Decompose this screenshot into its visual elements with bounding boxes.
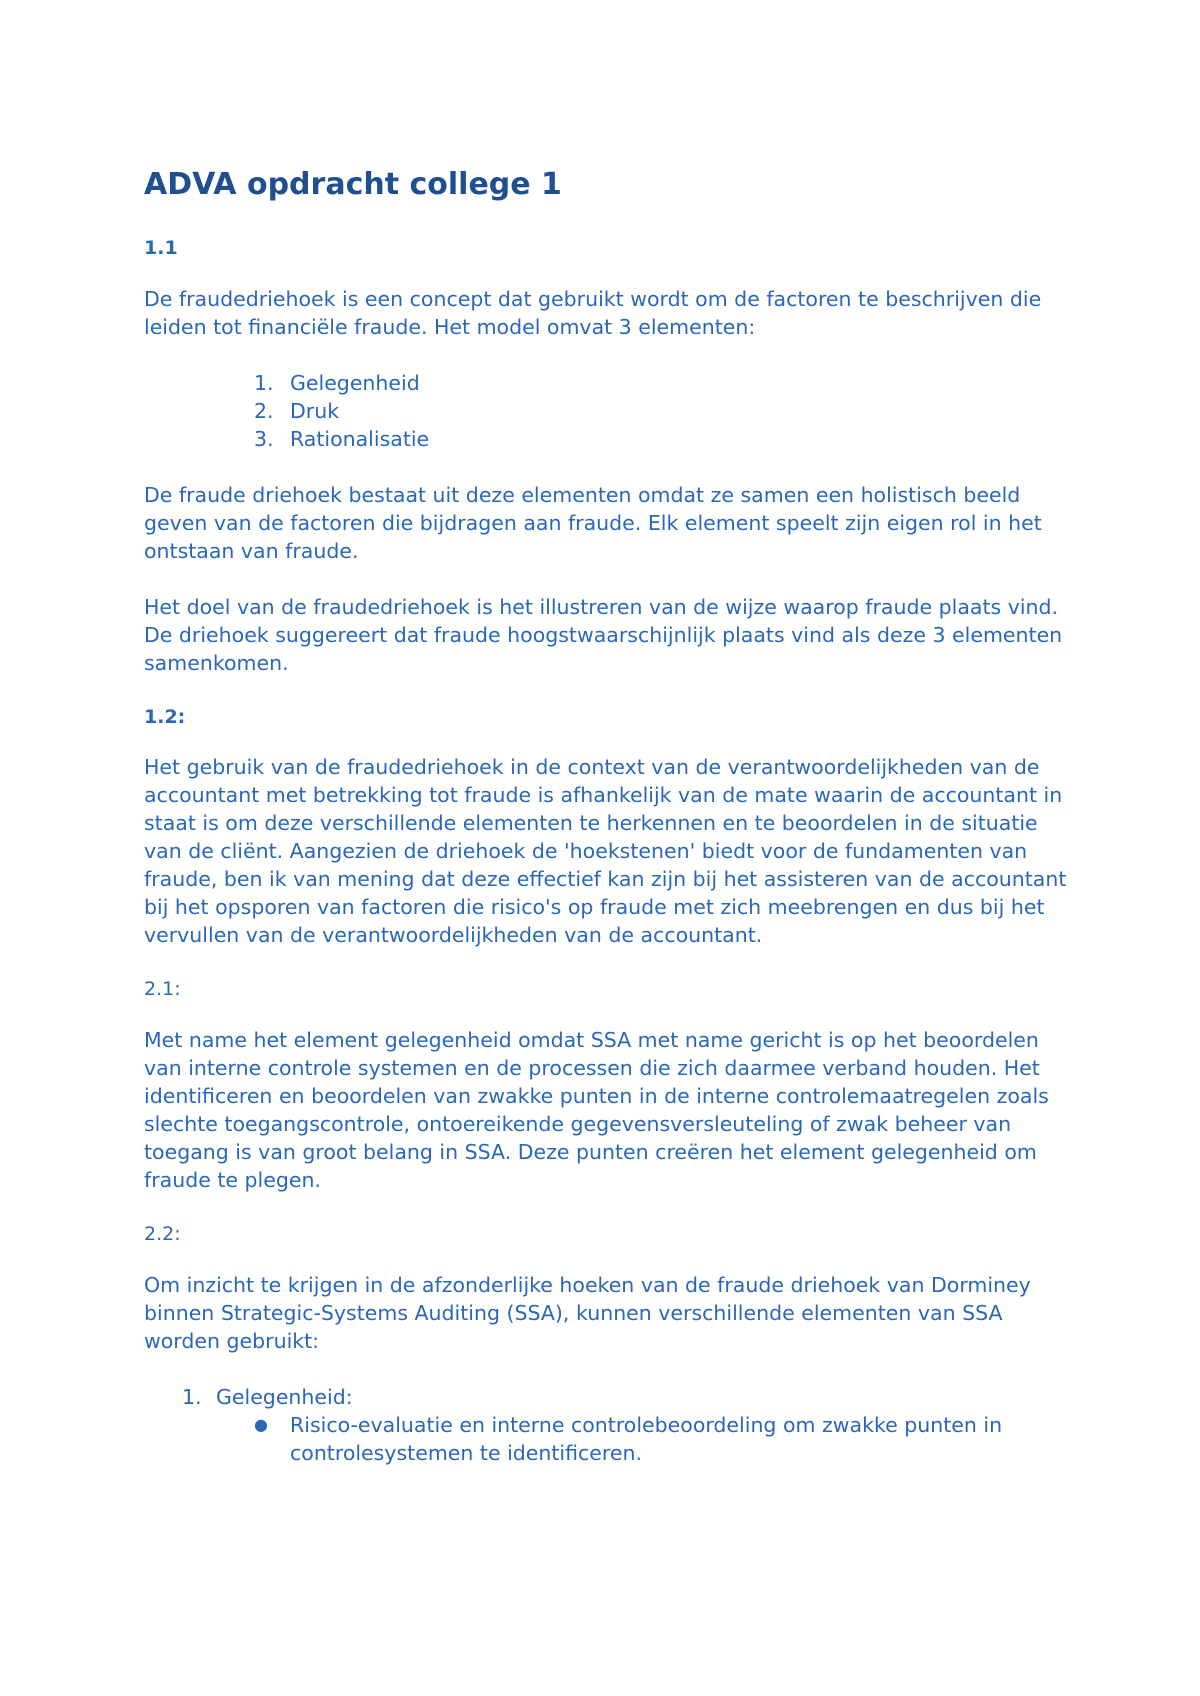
document-page [144,165,1074,1467]
list-item-text: Gelegenheid: [216,1384,353,1409]
paragraph-intro: De fraudedriehoek is een concept dat gebruikt wordt om de factoren te beschrijven die leiden tot financiële fraude. Het model omvat 3 elementen: [144,286,1042,339]
list-item-text: Druk [290,398,340,423]
bullet-icon: ● [254,1414,268,1434]
list-item-text: Gelegenheid [290,370,420,395]
section-heading-1-1: 1.1 [144,237,178,259]
list-item-text: Rationalisatie [290,426,430,451]
paragraph-elements: De fraude driehoek bestaat uit deze elementen omdat ze samen een holistisch beeld geven van de factoren die bijdragen aan fraude. Elk element speelt zijn eigen rol in het ontstaan van fraude. [144,482,1042,563]
paragraph-ssa-elements: Om inzicht te krijgen in de afzonderlijke hoeken van de fraude driehoek van Dorminey binnen Strategic-Systems Auditing (SSA), kunnen verschillende elementen van SSA worden gebruikt: [144,1272,1031,1353]
section-heading-1-2: 1.2: [144,705,186,728]
section-heading-2-1: 2.1: [144,978,181,1001]
paragraph-accountant: Het gebruik van de fraudedriehoek in de context van de verantwoordelijkheden van de accountant met betrekking tot fraude is afhankelijk van de mate waarin de accountant in staat is om deze verschillende elementen te herkennen en te beoordelen in de situatie van de cliënt. Aangezien de driehoek de 'hoekstenen' biedt voor de fundamenten van fraude, ben ik van mening dat deze effectief kan zijn bij het assisteren van de accountant bij het opsporen van factoren die risico's op fraude met zich meebrengen en dus bij het vervullen van de verantwoordelijkheden van de accountant. [144,755,1067,948]
list-item [144,1383,1074,1411]
bullet-item [144,1411,1074,1467]
bullet-list [144,1411,1074,1467]
list-number: 2. [254,398,274,423]
section-heading-2-2: 2.2: [144,1223,181,1246]
elements-list [144,369,1074,453]
paragraph-purpose: Het doel van de fraudedriehoek is het illustreren van de wijze waarop fraude plaats vind. De driehoek suggereert dat fraude hoogstwaarschijnlijk plaats vind als deze 3 elementen samenkomen. [144,594,1063,675]
list-item [144,425,1074,453]
document-title: ADVA opdracht college 1 [144,167,562,202]
ssa-list [144,1383,1074,1411]
list-number: 1. [182,1384,202,1409]
paragraph-ssa-opportunity: Met name het element gelegenheid omdat SSA met name gericht is op het beoordelen van interne controle systemen en de processen die zich daarmee verband houden. Het identificeren en beoordelen van zwakke punten in de interne controlemaatregelen zoals slechte toegangscontrole, ontoereikende gegevensversleuteling of zwak beheer van toegang is van groot belang in SSA. Deze punten creëren het element gelegenheid om fraude te plegen. [144,1028,1049,1193]
bullet-item-text: Risico-evaluatie en interne controlebeoordeling om zwakke punten in controlesystemen te identificeren. [290,1412,1003,1465]
list-item [144,369,1074,397]
list-number: 3. [254,426,274,451]
list-number: 1. [254,370,274,395]
list-item [144,397,1074,425]
